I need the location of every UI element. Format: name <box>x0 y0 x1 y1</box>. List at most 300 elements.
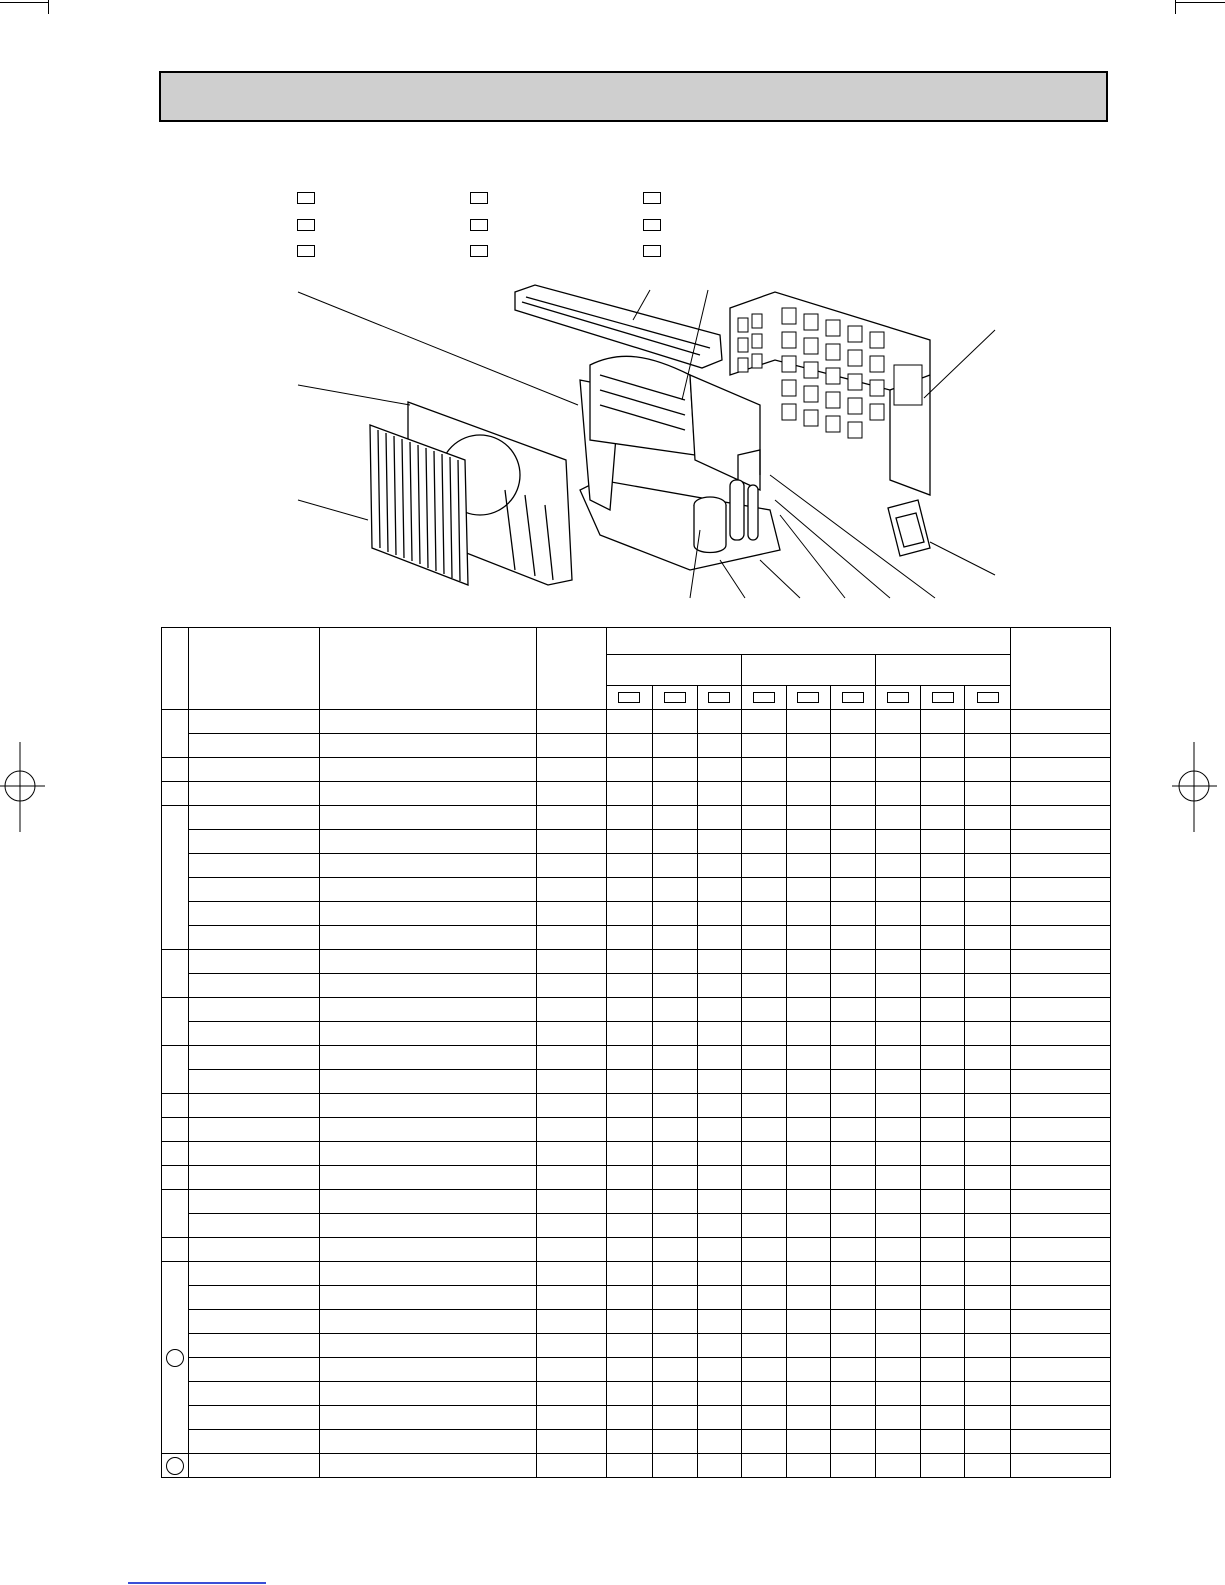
table-cell <box>921 1286 965 1310</box>
table-cell <box>876 1406 921 1430</box>
table-cell <box>652 806 697 830</box>
table-cell <box>189 734 320 758</box>
table-cell <box>741 758 786 782</box>
table-cell <box>652 1190 697 1214</box>
table-cell <box>921 1454 965 1478</box>
table-cell <box>697 878 741 902</box>
table-row <box>162 758 1111 782</box>
table-cell <box>697 902 741 926</box>
table-cell <box>537 1142 607 1166</box>
table-cell <box>1010 950 1110 974</box>
table-cell <box>537 1286 607 1310</box>
table-cell <box>320 734 537 758</box>
table-cell <box>320 1310 537 1334</box>
table-row <box>162 1358 1111 1382</box>
table-cell <box>965 758 1010 782</box>
table-cell <box>189 974 320 998</box>
table-cell <box>786 854 830 878</box>
table-cell <box>786 1094 830 1118</box>
table-cell <box>697 1022 741 1046</box>
table-cell <box>921 998 965 1022</box>
table-row <box>162 1142 1111 1166</box>
table-cell <box>921 878 965 902</box>
table-cell <box>921 926 965 950</box>
table-cell <box>320 806 537 830</box>
table-cell <box>965 1214 1010 1238</box>
table-cell <box>741 1454 786 1478</box>
table-cell <box>320 758 537 782</box>
table-cell <box>876 1358 921 1382</box>
table-cell <box>876 806 921 830</box>
table-cell <box>320 710 537 734</box>
table-cell <box>831 1214 876 1238</box>
table-cell <box>189 1310 320 1334</box>
table-cell <box>697 998 741 1022</box>
table-cell <box>831 1118 876 1142</box>
table-cell <box>1010 1334 1110 1358</box>
table-cell <box>697 950 741 974</box>
table-cell <box>876 854 921 878</box>
table-cell <box>831 710 876 734</box>
table-cell <box>697 1166 741 1190</box>
table-row <box>162 1214 1111 1238</box>
table-cell <box>697 1118 741 1142</box>
table-cell <box>786 1142 830 1166</box>
table-cell <box>652 926 697 950</box>
table-cell <box>741 1094 786 1118</box>
table-cell <box>786 1454 830 1478</box>
table-cell <box>831 1190 876 1214</box>
table-row <box>162 1118 1111 1142</box>
table-cell <box>607 1070 652 1094</box>
crop-mark-top-left-v <box>48 0 49 14</box>
table-cell <box>189 758 320 782</box>
table-cell <box>786 1214 830 1238</box>
table-cell <box>320 1166 537 1190</box>
table-row <box>162 1046 1111 1070</box>
table-cell <box>921 854 965 878</box>
table-cell <box>607 1118 652 1142</box>
table-cell <box>607 1286 652 1310</box>
table-cell <box>652 1238 697 1262</box>
table-cell <box>876 1046 921 1070</box>
table-cell <box>697 1310 741 1334</box>
table-cell <box>189 1166 320 1190</box>
header-model-box <box>652 686 697 710</box>
table-cell <box>876 902 921 926</box>
table-cell <box>741 1142 786 1166</box>
table-cell <box>831 1262 876 1286</box>
table-cell <box>652 1142 697 1166</box>
table-row <box>162 1022 1111 1046</box>
top-panel <box>515 285 722 368</box>
table-cell <box>607 1238 652 1262</box>
table-cell <box>697 1406 741 1430</box>
table-cell <box>607 710 652 734</box>
table-cell <box>607 854 652 878</box>
table-cell <box>831 902 876 926</box>
table-cell <box>741 1262 786 1286</box>
table-cell <box>965 902 1010 926</box>
table-cell <box>876 1070 921 1094</box>
table-cell <box>965 1286 1010 1310</box>
table-cell <box>652 974 697 998</box>
table-cell <box>652 782 697 806</box>
table-cell <box>741 1190 786 1214</box>
table-cell <box>741 806 786 830</box>
table-cell <box>652 878 697 902</box>
table-cell <box>320 1262 537 1286</box>
table-cell <box>741 1406 786 1430</box>
table-cell <box>652 1358 697 1382</box>
table-cell <box>1010 1262 1110 1286</box>
table-cell <box>876 974 921 998</box>
item-number-cell <box>162 1094 189 1118</box>
table-row <box>162 1166 1111 1190</box>
table-cell <box>965 1190 1010 1214</box>
header-model-group <box>876 655 1010 686</box>
table-cell <box>786 1118 830 1142</box>
link-underline <box>128 1582 266 1584</box>
table-cell <box>741 998 786 1022</box>
table-cell <box>921 1118 965 1142</box>
item-number-cell <box>162 1142 189 1166</box>
table-cell <box>921 1094 965 1118</box>
table-cell <box>741 1046 786 1070</box>
table-cell <box>876 758 921 782</box>
table-row <box>162 1286 1111 1310</box>
table-cell <box>965 782 1010 806</box>
item-number-cell <box>162 1238 189 1262</box>
table-cell <box>607 758 652 782</box>
legend-box <box>297 245 315 257</box>
table-cell <box>741 1334 786 1358</box>
table-cell <box>786 1382 830 1406</box>
table-cell <box>786 1334 830 1358</box>
table-cell <box>607 830 652 854</box>
table-cell <box>786 902 830 926</box>
table-cell <box>741 1070 786 1094</box>
table-cell <box>831 1238 876 1262</box>
table-cell <box>320 1382 537 1406</box>
table-row <box>162 1238 1111 1262</box>
legend-box <box>470 245 488 257</box>
table-cell <box>320 1070 537 1094</box>
table-cell <box>1010 1118 1110 1142</box>
table-row <box>162 926 1111 950</box>
table-cell <box>876 950 921 974</box>
table-cell <box>1010 902 1110 926</box>
table-row <box>162 1310 1111 1334</box>
table-cell <box>189 1238 320 1262</box>
item-number-cell <box>162 1166 189 1190</box>
table-cell <box>607 902 652 926</box>
table-cell <box>741 926 786 950</box>
registration-mark-right <box>1172 742 1217 832</box>
table-cell <box>537 926 607 950</box>
table-cell <box>607 1454 652 1478</box>
legend-box <box>643 219 661 231</box>
table-cell <box>652 1022 697 1046</box>
table-cell <box>921 1262 965 1286</box>
table-cell <box>607 974 652 998</box>
item-number-cell <box>162 758 189 782</box>
table-cell <box>189 1334 320 1358</box>
table-row <box>162 1454 1111 1478</box>
item-number-cell <box>162 710 189 758</box>
table-cell <box>786 1262 830 1286</box>
table-cell <box>741 854 786 878</box>
table-cell <box>607 998 652 1022</box>
table-cell <box>320 1094 537 1118</box>
table-cell <box>320 1142 537 1166</box>
table-cell <box>607 806 652 830</box>
header-model-box <box>876 686 921 710</box>
table-cell <box>876 1310 921 1334</box>
table-cell <box>921 1382 965 1406</box>
table-cell <box>607 1262 652 1286</box>
table-cell <box>831 1310 876 1334</box>
table-cell <box>697 1358 741 1382</box>
table-row <box>162 974 1111 998</box>
table-cell <box>965 1118 1010 1142</box>
exploded-view-diagram <box>290 280 1010 600</box>
header-remarks-cell <box>1010 628 1110 710</box>
table-cell <box>831 1286 876 1310</box>
table-cell <box>741 1382 786 1406</box>
table-cell <box>965 1406 1010 1430</box>
table-cell <box>1010 734 1110 758</box>
table-cell <box>697 854 741 878</box>
table-cell <box>537 1166 607 1190</box>
table-cell <box>831 806 876 830</box>
table-cell <box>786 1238 830 1262</box>
table-cell <box>320 1430 537 1454</box>
table-cell <box>697 1142 741 1166</box>
legend-box <box>470 192 488 204</box>
table-cell <box>652 1046 697 1070</box>
table-cell <box>320 974 537 998</box>
table-cell <box>831 758 876 782</box>
table-cell <box>537 1214 607 1238</box>
table-cell <box>786 1070 830 1094</box>
table-cell <box>876 1190 921 1214</box>
table-cell <box>607 1142 652 1166</box>
table-cell <box>1010 1238 1110 1262</box>
table-cell <box>189 1022 320 1046</box>
table-cell <box>876 1142 921 1166</box>
table-cell <box>831 974 876 998</box>
table-cell <box>697 1334 741 1358</box>
table-cell <box>831 950 876 974</box>
table-cell <box>921 974 965 998</box>
section-header-band <box>159 71 1108 122</box>
table-cell <box>786 806 830 830</box>
legend-box <box>643 245 661 257</box>
table-cell <box>652 998 697 1022</box>
table-row <box>162 950 1111 974</box>
table-cell <box>189 830 320 854</box>
registration-mark-left <box>0 742 45 832</box>
table-cell <box>652 1430 697 1454</box>
table-cell <box>786 782 830 806</box>
table-cell <box>876 734 921 758</box>
crop-mark-top-right-h <box>1175 2 1225 3</box>
table-cell <box>189 1046 320 1070</box>
crop-mark-top-left-h <box>0 2 48 3</box>
table-cell <box>189 926 320 950</box>
table-cell <box>537 1022 607 1046</box>
table-cell <box>320 1022 537 1046</box>
table-cell <box>831 854 876 878</box>
table-cell <box>1010 1070 1110 1094</box>
table-cell <box>786 950 830 974</box>
table-cell <box>607 1430 652 1454</box>
table-cell <box>697 830 741 854</box>
table-cell <box>537 878 607 902</box>
table-cell <box>189 1070 320 1094</box>
table-cell <box>537 854 607 878</box>
table-cell <box>607 1214 652 1238</box>
table-cell <box>537 902 607 926</box>
table-cell <box>831 1406 876 1430</box>
table-cell <box>652 854 697 878</box>
legend-box <box>643 192 661 204</box>
table-cell <box>537 1382 607 1406</box>
table-cell <box>876 1022 921 1046</box>
table-cell <box>320 902 537 926</box>
table-cell <box>652 1382 697 1406</box>
table-cell <box>741 1238 786 1262</box>
table-cell <box>189 1190 320 1214</box>
table-cell <box>189 1406 320 1430</box>
table-cell <box>786 1022 830 1046</box>
table-cell <box>831 830 876 854</box>
table-cell <box>607 1358 652 1382</box>
table-cell <box>921 734 965 758</box>
table-cell <box>831 878 876 902</box>
table-row <box>162 1382 1111 1406</box>
table-cell <box>876 1454 921 1478</box>
table-row <box>162 1406 1111 1430</box>
table-cell <box>831 1094 876 1118</box>
table-cell <box>1010 1406 1110 1430</box>
table-cell <box>741 974 786 998</box>
table-cell <box>189 1094 320 1118</box>
header-no-cell <box>162 628 189 710</box>
table-cell <box>965 998 1010 1022</box>
table-cell <box>537 950 607 974</box>
table-cell <box>537 1334 607 1358</box>
table-cell <box>697 974 741 998</box>
header-model-group <box>607 655 741 686</box>
table-cell <box>189 902 320 926</box>
table-cell <box>607 1310 652 1334</box>
table-cell <box>786 710 830 734</box>
table-cell <box>697 1430 741 1454</box>
table-cell <box>1010 1358 1110 1382</box>
table-cell <box>921 1166 965 1190</box>
table-cell <box>921 806 965 830</box>
table-cell <box>965 1022 1010 1046</box>
header-model-box <box>921 686 965 710</box>
circle-mark-icon <box>166 1349 184 1367</box>
table-cell <box>786 1286 830 1310</box>
table-cell <box>876 998 921 1022</box>
table-cell <box>921 950 965 974</box>
table-cell <box>189 1262 320 1286</box>
table-cell <box>1010 1094 1110 1118</box>
table-cell <box>537 830 607 854</box>
table-cell <box>697 1070 741 1094</box>
table-cell <box>741 1022 786 1046</box>
table-cell <box>921 710 965 734</box>
table-cell <box>876 710 921 734</box>
table-cell <box>786 734 830 758</box>
header-row-1 <box>162 628 1111 655</box>
item-number-cell <box>162 1046 189 1094</box>
table-cell <box>965 734 1010 758</box>
item-number-cell <box>162 998 189 1046</box>
table-cell <box>320 1334 537 1358</box>
table-cell <box>697 1286 741 1310</box>
table-cell <box>1010 926 1110 950</box>
table-cell <box>537 1046 607 1070</box>
table-cell <box>320 1286 537 1310</box>
table-cell <box>831 1166 876 1190</box>
table-cell <box>965 710 1010 734</box>
table-cell <box>831 734 876 758</box>
table-cell <box>741 1358 786 1382</box>
table-cell <box>921 902 965 926</box>
legend-box <box>297 192 315 204</box>
table-cell <box>921 1070 965 1094</box>
table-row <box>162 1430 1111 1454</box>
table-cell <box>831 1454 876 1478</box>
table-row <box>162 734 1111 758</box>
table-cell <box>652 734 697 758</box>
table-cell <box>189 1214 320 1238</box>
table-row <box>162 1094 1111 1118</box>
table-cell <box>1010 710 1110 734</box>
table-cell <box>831 782 876 806</box>
table-cell <box>537 1454 607 1478</box>
table-cell <box>652 1286 697 1310</box>
table-cell <box>965 950 1010 974</box>
table-cell <box>741 830 786 854</box>
table-cell <box>876 1382 921 1406</box>
table-row <box>162 782 1111 806</box>
table-row <box>162 902 1111 926</box>
crop-mark-top-right-v <box>1175 0 1176 14</box>
table-cell <box>876 1262 921 1286</box>
table-cell <box>921 1190 965 1214</box>
table-row <box>162 998 1111 1022</box>
table-cell <box>876 1166 921 1190</box>
table-cell <box>921 1430 965 1454</box>
table-cell <box>921 830 965 854</box>
table-cell <box>1010 1310 1110 1334</box>
table-cell <box>320 782 537 806</box>
table-cell <box>652 950 697 974</box>
table-cell <box>697 1094 741 1118</box>
table-cell <box>537 1070 607 1094</box>
table-cell <box>320 1214 537 1238</box>
table-cell <box>537 998 607 1022</box>
table-cell <box>697 926 741 950</box>
table-cell <box>607 950 652 974</box>
table-cell <box>1010 1286 1110 1310</box>
